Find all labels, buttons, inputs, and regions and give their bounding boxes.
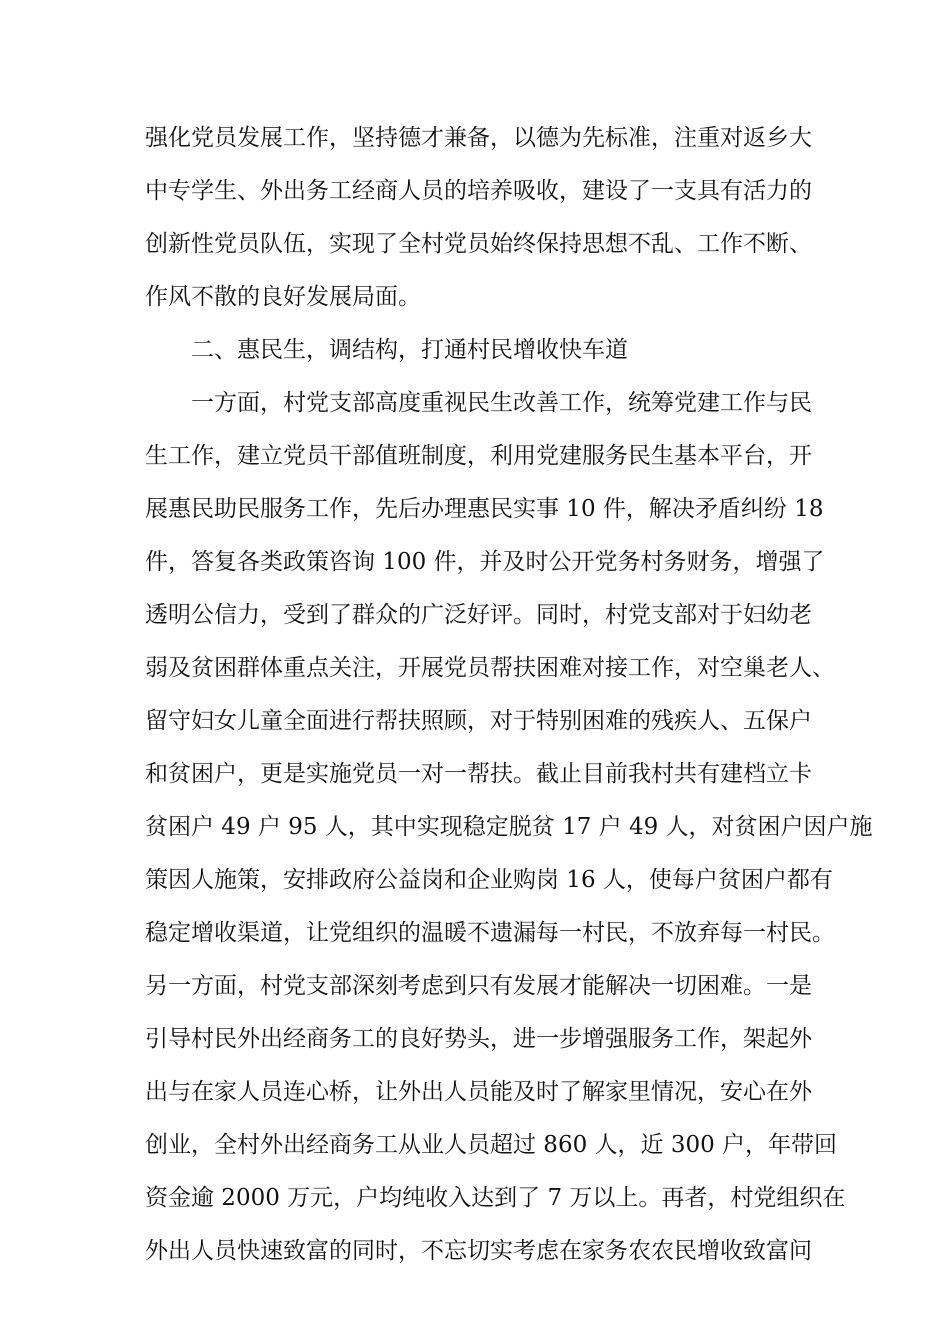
body-line: 和贫困户，更是实施党员一对一帮扶。截止目前我村共有建档立卡 <box>145 761 812 787</box>
body-line: 策因人施策，安排政府公益岗和企业购岗 16 人，使每户贫困户都有 <box>145 867 833 893</box>
body-line: 贫困户 49 户 95 人，其中实现稳定脱贫 17 户 49 人，对贫困户因户施 <box>145 814 873 840</box>
body-line: 创新性党员队伍，实现了全村党员始终保持思想不乱、工作不断、 <box>145 231 812 257</box>
body-line: 一方面，村党支部高度重视民生改善工作，统筹党建工作与民 <box>191 390 812 416</box>
body-line: 展惠民助民服务工作，先后办理惠民实事 10 件，解决矛盾纠纷 18 <box>145 496 824 522</box>
body-line: 作风不散的良好发展局面。 <box>145 284 421 310</box>
body-line: 创业，全村外出经商务工从业人员超过 860 人，近 300 户，年带回 <box>145 1132 838 1158</box>
body-line: 弱及贫困群体重点关注，开展党员帮扶困难对接工作，对空巢老人、 <box>145 655 835 681</box>
section-heading: 二、惠民生，调结构，打通村民增收快车道 <box>191 337 628 363</box>
body-line: 另一方面，村党支部深刻考虑到只有发展才能解决一切困难。一是 <box>145 973 812 999</box>
body-line: 留守妇女儿童全面进行帮扶照顾，对于特别困难的残疾人、五保户 <box>145 708 812 734</box>
body-line: 中专学生、外出务工经商人员的培养吸收，建设了一支具有活力的 <box>145 178 812 204</box>
body-line: 强化党员发展工作，坚持德才兼备，以德为先标准，注重对返乡大 <box>145 125 812 151</box>
body-line: 出与在家人员连心桥，让外出人员能及时了解家里情况，安心在外 <box>145 1079 812 1105</box>
body-line: 引导村民外出经商务工的良好势头，进一步增强服务工作，架起外 <box>145 1026 812 1052</box>
body-line: 外出人员快速致富的同时，不忘切实考虑在家务农农民增收致富问 <box>145 1238 812 1264</box>
body-line: 资金逾 2000 万元，户均纯收入达到了 7 万以上。再者，村党组织在 <box>145 1185 846 1211</box>
body-line: 透明公信力，受到了群众的广泛好评。同时，村党支部对于妇幼老 <box>145 602 812 628</box>
body-line: 稳定增收渠道，让党组织的温暖不遗漏每一村民，不放弃每一村民。 <box>145 920 835 946</box>
body-line: 件，答复各类政策咨询 100 件，并及时公开党务村务财务，增强了 <box>145 549 825 575</box>
body-line: 生工作，建立党员干部值班制度，利用党建服务民生基本平台，开 <box>145 443 812 469</box>
